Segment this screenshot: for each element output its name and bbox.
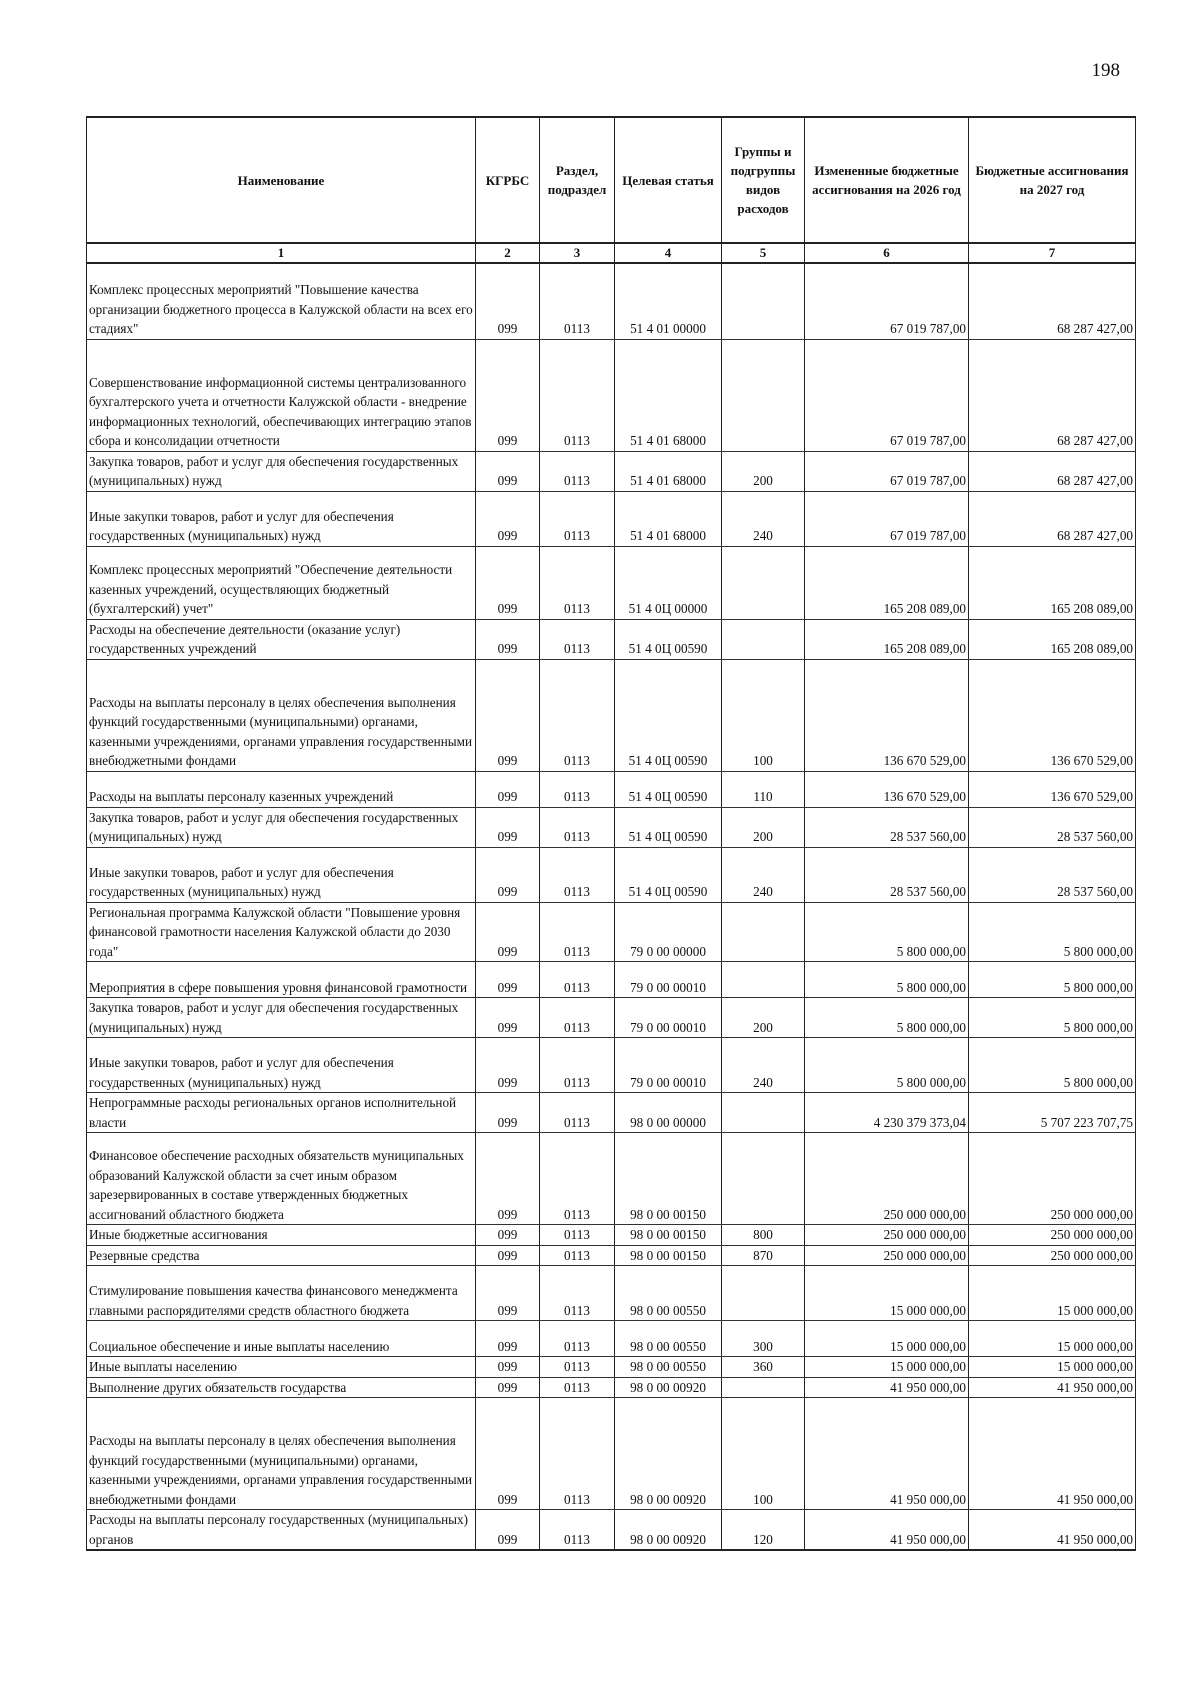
row-group bbox=[722, 546, 805, 619]
row-amount-2026: 165 208 089,00 bbox=[805, 546, 969, 619]
row-amount-2027: 165 208 089,00 bbox=[969, 619, 1136, 659]
row-section: 0113 bbox=[540, 847, 615, 902]
row-kgrbs: 099 bbox=[476, 1510, 540, 1551]
row-kgrbs: 099 bbox=[476, 619, 540, 659]
row-group: 240 bbox=[722, 1038, 805, 1093]
row-section: 0113 bbox=[540, 263, 615, 339]
table-row bbox=[87, 659, 1136, 771]
row-amount-2027: 15 000 000,00 bbox=[969, 1357, 1136, 1378]
table-row bbox=[87, 902, 1136, 962]
row-kgrbs: 099 bbox=[476, 491, 540, 546]
row-target: 98 0 00 00150 bbox=[615, 1225, 722, 1246]
row-amount-2026: 67 019 787,00 bbox=[805, 263, 969, 339]
row-name: Непрограммные расходы региональных органов исполнительной власти bbox=[87, 1093, 476, 1133]
row-target: 51 4 01 00000 bbox=[615, 263, 722, 339]
row-group: 240 bbox=[722, 847, 805, 902]
row-name: Совершенствование информационной системы централизованного бухгалтерского учета и отчетности Калужской области - внедрение информационных технологий, обеспечивающих интеграцию этапов сбора и консолидации отчетности bbox=[87, 339, 476, 451]
row-amount-2027: 5 800 000,00 bbox=[969, 902, 1136, 962]
row-section: 0113 bbox=[540, 1038, 615, 1093]
row-target: 98 0 00 00150 bbox=[615, 1133, 722, 1225]
row-group: 360 bbox=[722, 1357, 805, 1378]
row-kgrbs: 099 bbox=[476, 1038, 540, 1093]
row-group: 200 bbox=[722, 451, 805, 491]
row-group: 100 bbox=[722, 1398, 805, 1510]
row-target: 79 0 00 00010 bbox=[615, 1038, 722, 1093]
row-name: Выполнение других обязательств государства bbox=[87, 1377, 476, 1398]
table-row bbox=[87, 451, 1136, 491]
row-amount-2026: 41 950 000,00 bbox=[805, 1510, 969, 1551]
column-number: 3 bbox=[540, 243, 615, 263]
row-section: 0113 bbox=[540, 1357, 615, 1378]
row-amount-2026: 5 800 000,00 bbox=[805, 902, 969, 962]
row-group bbox=[722, 619, 805, 659]
row-name: Мероприятия в сфере повышения уровня финансовой грамотности bbox=[87, 962, 476, 998]
row-target: 51 4 0Ц 00590 bbox=[615, 659, 722, 771]
table-row bbox=[87, 847, 1136, 902]
row-amount-2026: 5 800 000,00 bbox=[805, 998, 969, 1038]
row-amount-2026: 15 000 000,00 bbox=[805, 1321, 969, 1357]
row-name: Комплекс процессных мероприятий "Обеспечение деятельности казенных учреждений, осуществляющих бюджетный (бухгалтерский) учет" bbox=[87, 546, 476, 619]
row-section: 0113 bbox=[540, 771, 615, 807]
table-row bbox=[87, 263, 1136, 339]
column-numbers-row bbox=[87, 243, 1136, 263]
row-section: 0113 bbox=[540, 339, 615, 451]
header-name: Наименование bbox=[87, 117, 476, 243]
row-amount-2026: 67 019 787,00 bbox=[805, 451, 969, 491]
row-target: 98 0 00 00000 bbox=[615, 1093, 722, 1133]
row-section: 0113 bbox=[540, 1133, 615, 1225]
row-amount-2026: 250 000 000,00 bbox=[805, 1245, 969, 1266]
row-kgrbs: 099 bbox=[476, 1245, 540, 1266]
row-group bbox=[722, 339, 805, 451]
row-name: Стимулирование повышения качества финансового менеджмента главными распорядителями средств областного бюджета bbox=[87, 1266, 476, 1321]
row-target: 51 4 01 68000 bbox=[615, 339, 722, 451]
row-section: 0113 bbox=[540, 451, 615, 491]
row-kgrbs: 099 bbox=[476, 998, 540, 1038]
row-amount-2027: 5 800 000,00 bbox=[969, 962, 1136, 998]
row-name: Социальное обеспечение и иные выплаты населению bbox=[87, 1321, 476, 1357]
row-amount-2027: 68 287 427,00 bbox=[969, 339, 1136, 451]
header-target: Целевая статья bbox=[615, 117, 722, 243]
row-group bbox=[722, 1093, 805, 1133]
row-name: Расходы на выплаты персоналу государственных (муниципальных) органов bbox=[87, 1510, 476, 1551]
header-section: Раздел, подраздел bbox=[540, 117, 615, 243]
row-kgrbs: 099 bbox=[476, 807, 540, 847]
header-group: Группы и подгруппы видов расходов bbox=[722, 117, 805, 243]
row-kgrbs: 099 bbox=[476, 1093, 540, 1133]
page-number: 198 bbox=[1091, 60, 1120, 81]
row-section: 0113 bbox=[540, 998, 615, 1038]
row-kgrbs: 099 bbox=[476, 339, 540, 451]
row-section: 0113 bbox=[540, 1321, 615, 1357]
row-name: Закупка товаров, работ и услуг для обеспечения государственных (муниципальных) нужд bbox=[87, 451, 476, 491]
row-name: Закупка товаров, работ и услуг для обеспечения государственных (муниципальных) нужд bbox=[87, 998, 476, 1038]
row-amount-2027: 5 707 223 707,75 bbox=[969, 1093, 1136, 1133]
row-group bbox=[722, 1266, 805, 1321]
row-group: 300 bbox=[722, 1321, 805, 1357]
row-section: 0113 bbox=[540, 962, 615, 998]
row-target: 98 0 00 00550 bbox=[615, 1321, 722, 1357]
header-kgrbs: КГРБС bbox=[476, 117, 540, 243]
row-amount-2027: 68 287 427,00 bbox=[969, 491, 1136, 546]
table-row bbox=[87, 771, 1136, 807]
row-section: 0113 bbox=[540, 1266, 615, 1321]
row-kgrbs: 099 bbox=[476, 1321, 540, 1357]
row-name: Региональная программа Калужской области "Повышение уровня финансовой грамотности населения Калужской области до 2030 года" bbox=[87, 902, 476, 962]
table-row bbox=[87, 998, 1136, 1038]
table-row bbox=[87, 807, 1136, 847]
column-number: 1 bbox=[87, 243, 476, 263]
row-kgrbs: 099 bbox=[476, 962, 540, 998]
row-amount-2027: 15 000 000,00 bbox=[969, 1321, 1136, 1357]
row-name: Иные закупки товаров, работ и услуг для обеспечения государственных (муниципальных) нужд bbox=[87, 1038, 476, 1093]
table-row bbox=[87, 1093, 1136, 1133]
row-amount-2026: 250 000 000,00 bbox=[805, 1225, 969, 1246]
row-target: 98 0 00 00920 bbox=[615, 1377, 722, 1398]
row-name: Иные бюджетные ассигнования bbox=[87, 1225, 476, 1246]
row-section: 0113 bbox=[540, 807, 615, 847]
row-target: 51 4 0Ц 00000 bbox=[615, 546, 722, 619]
row-section: 0113 bbox=[540, 902, 615, 962]
row-amount-2027: 250 000 000,00 bbox=[969, 1133, 1136, 1225]
row-amount-2026: 41 950 000,00 bbox=[805, 1377, 969, 1398]
table-row bbox=[87, 1038, 1136, 1093]
table-row bbox=[87, 1377, 1136, 1398]
row-group bbox=[722, 1133, 805, 1225]
budget-table bbox=[86, 116, 1136, 1551]
row-kgrbs: 099 bbox=[476, 1398, 540, 1510]
row-kgrbs: 099 bbox=[476, 902, 540, 962]
table-row bbox=[87, 1245, 1136, 1266]
row-section: 0113 bbox=[540, 1093, 615, 1133]
row-name: Закупка товаров, работ и услуг для обеспечения государственных (муниципальных) нужд bbox=[87, 807, 476, 847]
row-amount-2026: 15 000 000,00 bbox=[805, 1266, 969, 1321]
table-row bbox=[87, 1225, 1136, 1246]
row-target: 51 4 0Ц 00590 bbox=[615, 619, 722, 659]
row-name: Иные закупки товаров, работ и услуг для обеспечения государственных (муниципальных) нужд bbox=[87, 491, 476, 546]
row-amount-2026: 250 000 000,00 bbox=[805, 1133, 969, 1225]
row-target: 51 4 01 68000 bbox=[615, 451, 722, 491]
table-row bbox=[87, 546, 1136, 619]
column-number: 7 bbox=[969, 243, 1136, 263]
row-name: Расходы на выплаты персоналу казенных учреждений bbox=[87, 771, 476, 807]
row-group: 110 bbox=[722, 771, 805, 807]
row-amount-2027: 136 670 529,00 bbox=[969, 659, 1136, 771]
row-kgrbs: 099 bbox=[476, 1266, 540, 1321]
row-kgrbs: 099 bbox=[476, 546, 540, 619]
row-kgrbs: 099 bbox=[476, 1225, 540, 1246]
row-amount-2026: 41 950 000,00 bbox=[805, 1398, 969, 1510]
row-amount-2026: 165 208 089,00 bbox=[805, 619, 969, 659]
row-kgrbs: 099 bbox=[476, 263, 540, 339]
table-body bbox=[87, 263, 1136, 1550]
row-amount-2026: 28 537 560,00 bbox=[805, 807, 969, 847]
row-group bbox=[722, 902, 805, 962]
row-target: 51 4 0Ц 00590 bbox=[615, 807, 722, 847]
row-amount-2027: 68 287 427,00 bbox=[969, 263, 1136, 339]
row-group bbox=[722, 263, 805, 339]
row-name: Иные выплаты населению bbox=[87, 1357, 476, 1378]
row-target: 79 0 00 00010 bbox=[615, 962, 722, 998]
table-row bbox=[87, 619, 1136, 659]
table-row bbox=[87, 1133, 1136, 1225]
row-amount-2027: 165 208 089,00 bbox=[969, 546, 1136, 619]
row-amount-2027: 28 537 560,00 bbox=[969, 807, 1136, 847]
row-group: 200 bbox=[722, 998, 805, 1038]
row-section: 0113 bbox=[540, 1398, 615, 1510]
table-row bbox=[87, 491, 1136, 546]
row-name: Расходы на выплаты персоналу в целях обеспечения выполнения функций государственными (муниципальными) органами, казенными учреждениями, органами управления государственными внебюджетными фондами bbox=[87, 1398, 476, 1510]
row-kgrbs: 099 bbox=[476, 1357, 540, 1378]
row-section: 0113 bbox=[540, 659, 615, 771]
row-target: 51 4 0Ц 00590 bbox=[615, 847, 722, 902]
table-row bbox=[87, 339, 1136, 451]
row-name: Финансовое обеспечение расходных обязательств муниципальных образований Калужской области за счет иным образом зарезервированных в составе утвержденных бюджетных ассигнований областного бюджета bbox=[87, 1133, 476, 1225]
row-name: Расходы на выплаты персоналу в целях обеспечения выполнения функций государственными (муниципальными) органами, казенными учреждениями, органами управления государственными внебюджетными фондами bbox=[87, 659, 476, 771]
column-number: 2 bbox=[476, 243, 540, 263]
row-target: 79 0 00 00010 bbox=[615, 998, 722, 1038]
table-row bbox=[87, 1510, 1136, 1551]
row-name: Расходы на обеспечение деятельности (оказание услуг) государственных учреждений bbox=[87, 619, 476, 659]
row-amount-2027: 250 000 000,00 bbox=[969, 1245, 1136, 1266]
header-changed-2026: Измененные бюджетные ассигнования на 2026 год bbox=[805, 117, 969, 243]
column-number: 6 bbox=[805, 243, 969, 263]
row-amount-2026: 136 670 529,00 bbox=[805, 771, 969, 807]
row-amount-2026: 5 800 000,00 bbox=[805, 1038, 969, 1093]
row-amount-2027: 15 000 000,00 bbox=[969, 1266, 1136, 1321]
row-group: 870 bbox=[722, 1245, 805, 1266]
row-kgrbs: 099 bbox=[476, 771, 540, 807]
table-row bbox=[87, 1398, 1136, 1510]
row-section: 0113 bbox=[540, 619, 615, 659]
row-amount-2027: 41 950 000,00 bbox=[969, 1377, 1136, 1398]
row-group: 240 bbox=[722, 491, 805, 546]
row-target: 98 0 00 00920 bbox=[615, 1398, 722, 1510]
row-amount-2026: 67 019 787,00 bbox=[805, 491, 969, 546]
row-group bbox=[722, 962, 805, 998]
table-row bbox=[87, 962, 1136, 998]
row-amount-2026: 136 670 529,00 bbox=[805, 659, 969, 771]
table-row bbox=[87, 1357, 1136, 1378]
row-amount-2026: 15 000 000,00 bbox=[805, 1357, 969, 1378]
table-row bbox=[87, 1266, 1136, 1321]
row-amount-2027: 5 800 000,00 bbox=[969, 998, 1136, 1038]
row-group: 100 bbox=[722, 659, 805, 771]
column-number: 5 bbox=[722, 243, 805, 263]
row-amount-2026: 4 230 379 373,04 bbox=[805, 1093, 969, 1133]
row-group: 200 bbox=[722, 807, 805, 847]
row-target: 79 0 00 00000 bbox=[615, 902, 722, 962]
row-amount-2027: 136 670 529,00 bbox=[969, 771, 1136, 807]
row-group: 120 bbox=[722, 1510, 805, 1551]
row-target: 98 0 00 00150 bbox=[615, 1245, 722, 1266]
row-kgrbs: 099 bbox=[476, 659, 540, 771]
row-name: Иные закупки товаров, работ и услуг для обеспечения государственных (муниципальных) нужд bbox=[87, 847, 476, 902]
row-amount-2027: 68 287 427,00 bbox=[969, 451, 1136, 491]
row-amount-2027: 41 950 000,00 bbox=[969, 1510, 1136, 1551]
row-target: 51 4 01 68000 bbox=[615, 491, 722, 546]
row-section: 0113 bbox=[540, 1225, 615, 1246]
row-target: 98 0 00 00550 bbox=[615, 1266, 722, 1321]
row-amount-2026: 5 800 000,00 bbox=[805, 962, 969, 998]
header-budget-2027: Бюджетные ассигнования на 2027 год bbox=[969, 117, 1136, 243]
row-amount-2026: 28 537 560,00 bbox=[805, 847, 969, 902]
row-amount-2026: 67 019 787,00 bbox=[805, 339, 969, 451]
row-group bbox=[722, 1377, 805, 1398]
row-target: 51 4 0Ц 00590 bbox=[615, 771, 722, 807]
row-section: 0113 bbox=[540, 546, 615, 619]
column-number: 4 bbox=[615, 243, 722, 263]
row-target: 98 0 00 00550 bbox=[615, 1357, 722, 1378]
row-kgrbs: 099 bbox=[476, 451, 540, 491]
header-row bbox=[87, 117, 1136, 243]
row-group: 800 bbox=[722, 1225, 805, 1246]
row-section: 0113 bbox=[540, 491, 615, 546]
row-amount-2027: 41 950 000,00 bbox=[969, 1398, 1136, 1510]
row-kgrbs: 099 bbox=[476, 847, 540, 902]
row-amount-2027: 28 537 560,00 bbox=[969, 847, 1136, 902]
row-name: Комплекс процессных мероприятий "Повышение качества организации бюджетного процесса в Калужской области на всех его стадиях" bbox=[87, 263, 476, 339]
row-kgrbs: 099 bbox=[476, 1133, 540, 1225]
row-amount-2027: 5 800 000,00 bbox=[969, 1038, 1136, 1093]
row-target: 98 0 00 00920 bbox=[615, 1510, 722, 1551]
row-section: 0113 bbox=[540, 1510, 615, 1551]
row-kgrbs: 099 bbox=[476, 1377, 540, 1398]
row-section: 0113 bbox=[540, 1377, 615, 1398]
table-row bbox=[87, 1321, 1136, 1357]
row-name: Резервные средства bbox=[87, 1245, 476, 1266]
row-amount-2027: 250 000 000,00 bbox=[969, 1225, 1136, 1246]
row-section: 0113 bbox=[540, 1245, 615, 1266]
